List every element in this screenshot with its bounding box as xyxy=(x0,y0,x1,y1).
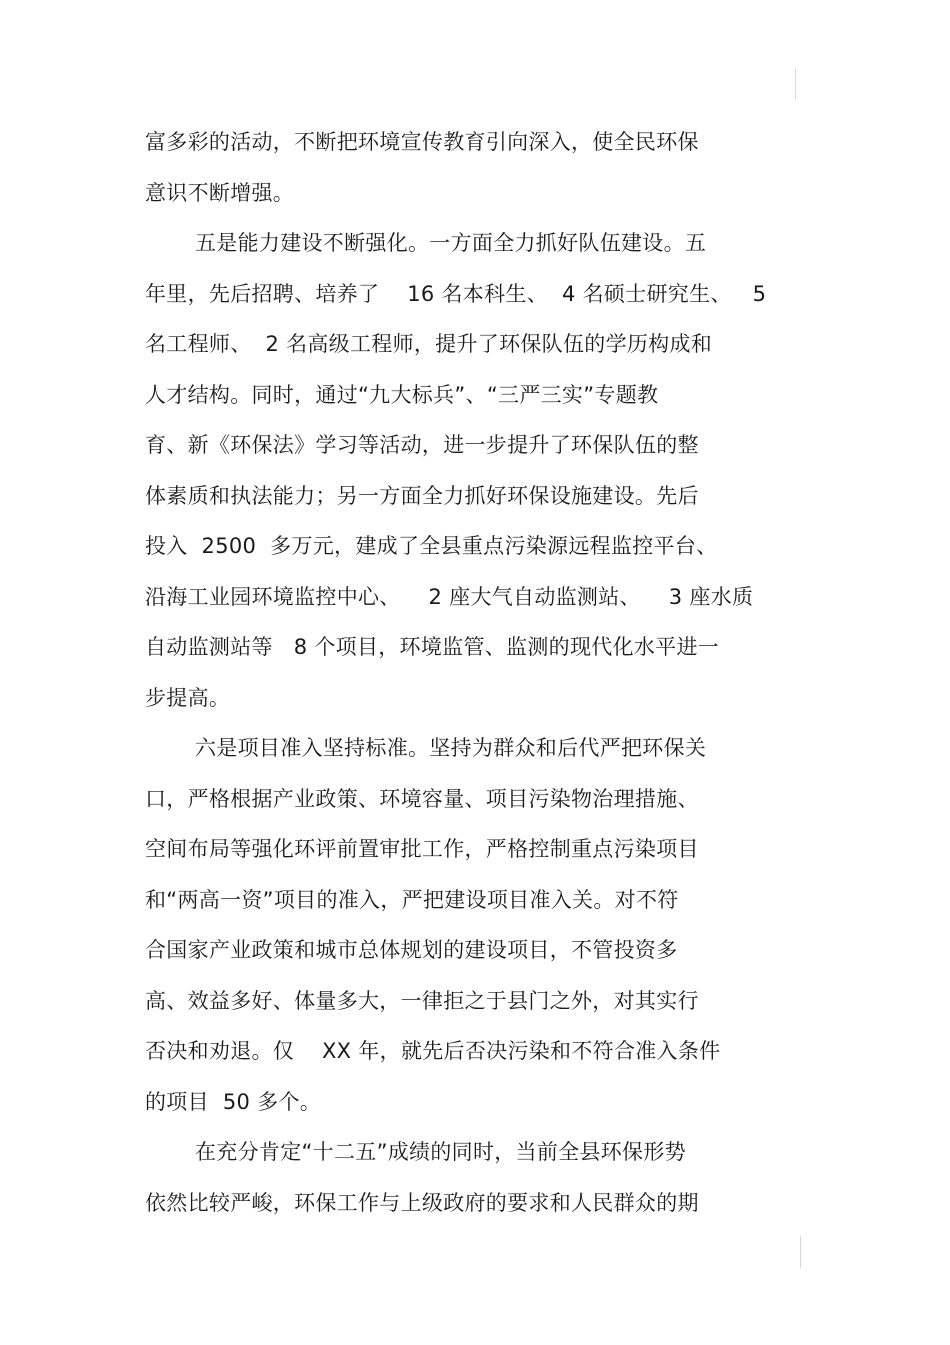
page-edge-mark-top xyxy=(795,68,796,100)
text-line: 高、效益多好、体量多大，一律拒之于县门之外，对其实行 xyxy=(145,988,699,1013)
text-line: 意识不断增强。 xyxy=(145,180,295,205)
text-line: 人才结构。同时，通过“九大标兵”、“三严三实”专题教 xyxy=(145,382,659,407)
text-line: 的项目 50 多个。 xyxy=(145,1089,322,1114)
text-line: 富多彩的活动，不断把环境宣传教育引向深入，使全民环保 xyxy=(145,130,699,154)
text-line: 体素质和执法能力；另一方面全力抓好环保设施建设。先后 xyxy=(145,483,699,508)
paragraph-first-line: 在充分肯定“十二五”成绩的同时，当前全县环保形势 xyxy=(195,1140,686,1164)
text-line: 育、新《环保法》学习等活动，进一步提升了环保队伍的整 xyxy=(145,433,699,457)
text-line: 合国家产业政策和城市总体规划的建设项目，不管投资多 xyxy=(145,938,678,962)
text-line: 名工程师、 2 名高级工程师，提升了环保队伍的学历构成和 xyxy=(145,332,713,356)
text-line: 自动监测站等 8 个项目，环境监管、监测的现代化水平进一 xyxy=(145,635,720,659)
text-line: 空间布局等强化环评前置审批工作，严格控制重点污染项目 xyxy=(145,837,699,861)
text-line: 否决和劝退。仅 XX 年，就先后否决污染和不符合准入条件 xyxy=(145,1039,721,1063)
text-line: 年里，先后招聘、培养了 16 名本科生、 4 名硕士研究生、 5 xyxy=(145,281,767,306)
document-body xyxy=(145,121,835,1232)
page-edge-mark-bottom xyxy=(800,1236,801,1268)
text-line: 步提高。 xyxy=(145,685,231,710)
text-line: 依然比较严峻，环保工作与上级政府的要求和人民群众的期 xyxy=(145,1190,699,1215)
paragraph-first-line: 五是能力建设不断强化。一方面全力抓好队伍建设。五 xyxy=(195,231,707,255)
text-line: 和“两高一资”项目的准入，严把建设项目准入关。对不符 xyxy=(145,887,679,912)
text-line: 沿海工业园环境监控中心、 2 座大气自动监测站、 3 座水质 xyxy=(145,584,754,609)
paragraph-first-line: 六是项目准入坚持标准。坚持为群众和后代严把环保关 xyxy=(195,736,707,760)
text-line: 口，严格根据产业政策、环境容量、项目污染物治理措施、 xyxy=(145,786,699,811)
text-line: 投入 2500 多万元，建成了全县重点污染源远程监控平台、 xyxy=(145,534,718,558)
